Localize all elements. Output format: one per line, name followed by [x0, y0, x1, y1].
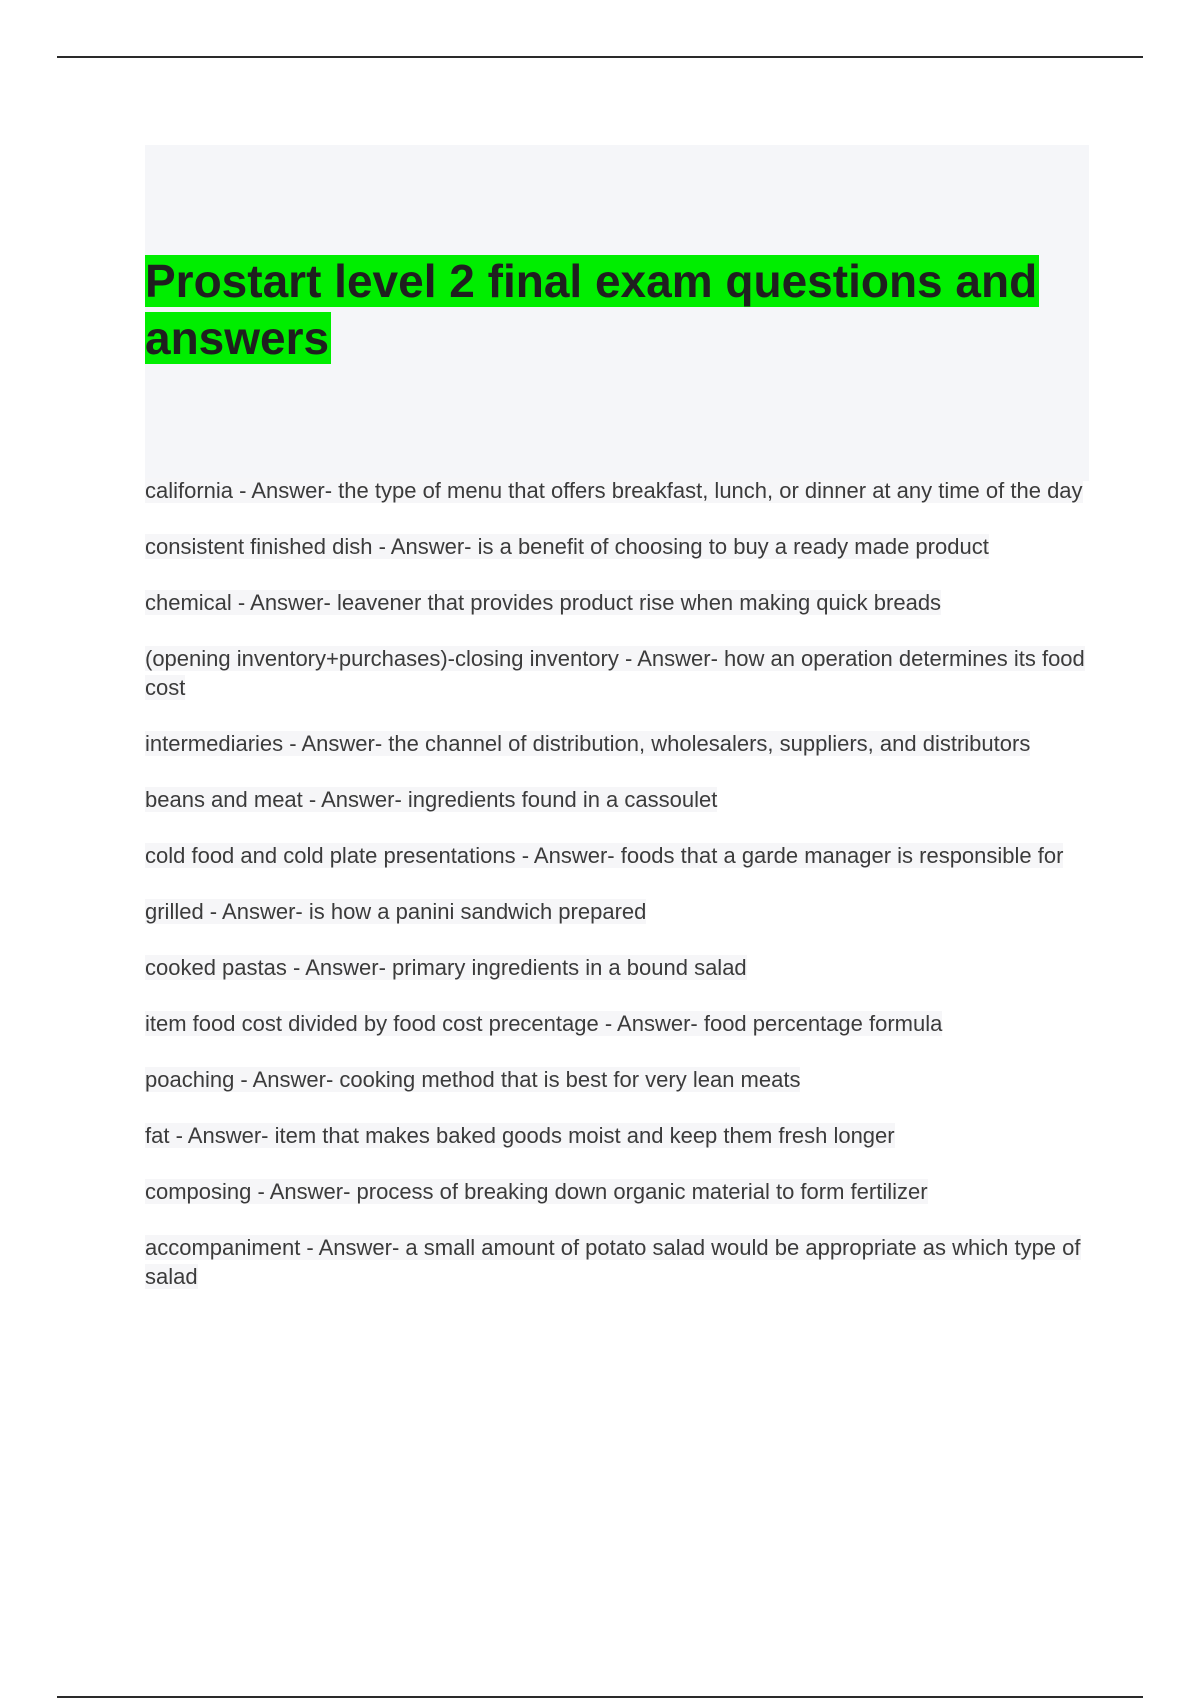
- qa-list: [145, 476, 1089, 1318]
- qa-item: beans and meat - Answer- ingredients found in a cassoulet: [145, 787, 718, 812]
- qa-item: chemical - Answer- leavener that provides product rise when making quick breads: [145, 590, 942, 615]
- page-title: [145, 253, 1095, 367]
- qa-item: composing - Answer- process of breaking down organic material to form fertilizer: [145, 1179, 928, 1204]
- page-title-text: Prostart level 2 final exam questions and answers: [145, 255, 1038, 364]
- top-rule: [57, 56, 1143, 58]
- bottom-rule: [57, 1696, 1143, 1698]
- qa-item: cooked pastas - Answer- primary ingredients in a bound salad: [145, 955, 747, 980]
- qa-item: california - Answer- the type of menu that offers breakfast, lunch, or dinner at any time of the day: [145, 478, 1083, 503]
- qa-item: item food cost divided by food cost precentage - Answer- food percentage formula: [145, 1011, 943, 1036]
- qa-item: fat - Answer- item that makes baked goods moist and keep them fresh longer: [145, 1123, 895, 1148]
- qa-item: (opening inventory+purchases)-closing inventory - Answer- how an operation determines its food cost: [145, 646, 1085, 700]
- qa-item: poaching - Answer- cooking method that is best for very lean meats: [145, 1067, 801, 1092]
- qa-item: consistent finished dish - Answer- is a benefit of choosing to buy a ready made product: [145, 534, 989, 559]
- qa-item: accompaniment - Answer- a small amount of potato salad would be appropriate as which type of salad: [145, 1235, 1081, 1289]
- qa-item: cold food and cold plate presentations - Answer- foods that a garde manager is responsible for: [145, 843, 1064, 868]
- qa-item: grilled - Answer- is how a panini sandwich prepared: [145, 899, 647, 924]
- qa-item: intermediaries - Answer- the channel of distribution, wholesalers, suppliers, and distributors: [145, 731, 1031, 756]
